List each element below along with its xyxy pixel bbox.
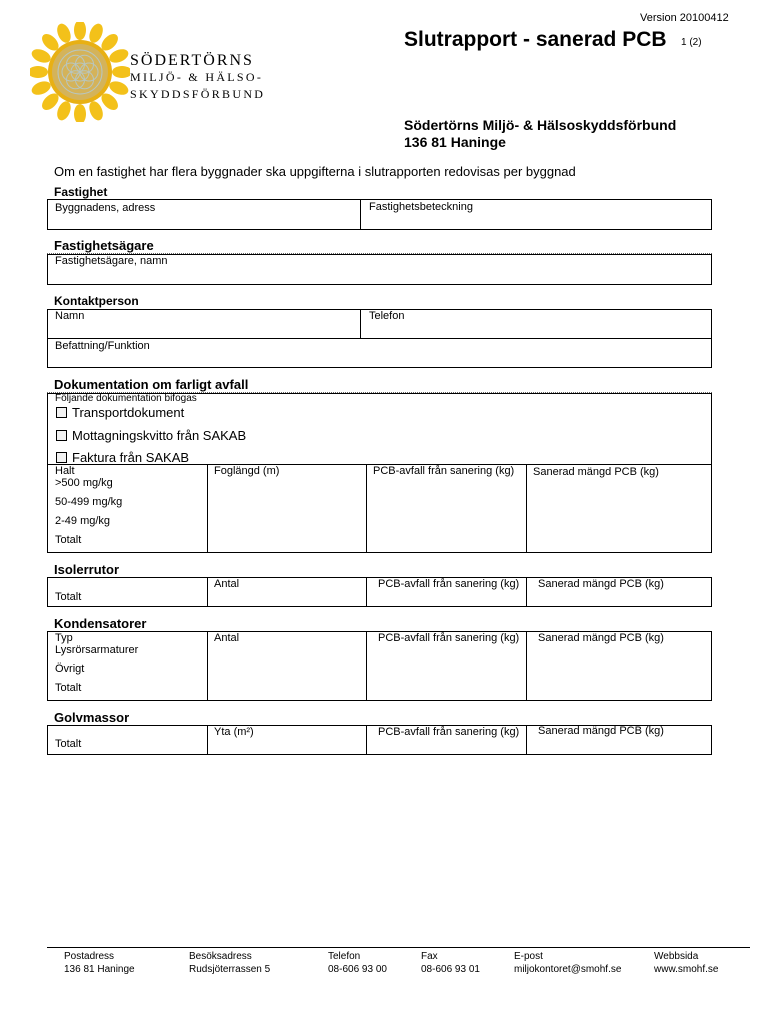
kondensatorer-col-pcb-avfall: PCB-avfall från sanering (kg) (378, 632, 520, 644)
version-label: Version 20100412 (640, 12, 729, 24)
section-kontakt: Kontaktperson (54, 294, 139, 308)
footer-besoksadress (189, 950, 270, 976)
footer-label: Besöksadress (189, 951, 252, 962)
fogar-col-pcb-avfall: PCB-avfall från sanering (kg) (373, 465, 515, 477)
kontakt-befattning-field[interactable]: Befattning/Funktion (55, 340, 150, 352)
checkbox-icon[interactable] (56, 452, 67, 463)
checkbox-label: Transportdokument (72, 405, 185, 420)
logo-text (130, 52, 265, 103)
checkbox-label: Mottagningskvitto från SAKAB (72, 428, 247, 443)
divider (526, 464, 527, 553)
divider (207, 577, 208, 607)
page-title: Slutrapport - sanerad PCB (404, 28, 667, 51)
isolerrutor-col-sanerad: Sanerad mängd PCB (kg) (538, 578, 664, 590)
intro-text: Om en fastighet har flera byggnader ska uppgifterna i slutrapporten redovisas per byggnad (54, 164, 576, 179)
divider (47, 338, 712, 339)
footer-fax (421, 950, 480, 976)
fogar-col-sanerad: Sanerad mängd PCB (kg) (533, 466, 659, 478)
footer-postadress (64, 950, 135, 976)
logo-line-3: SKYDDSFÖRBUND (130, 87, 266, 101)
footer-value[interactable]: miljokontoret@smohf.se (514, 964, 622, 975)
divider (207, 464, 208, 553)
checkbox-faktura[interactable] (56, 450, 189, 465)
divider (366, 577, 367, 607)
footer-divider (47, 947, 750, 948)
section-dokumentation: Dokumentation om farligt avfall (54, 377, 249, 392)
footer-value: Rudsjöterrassen 5 (189, 964, 271, 975)
divider (526, 631, 527, 701)
fogar-row: >500 mg/kg (55, 477, 113, 489)
golvmassor-col-sanerad: Sanerad mängd PCB (kg) (538, 725, 664, 737)
kondensatorer-row: Lysrörsarmaturer (55, 644, 139, 656)
kontakt-telefon-field[interactable]: Telefon (369, 310, 405, 322)
divider (360, 199, 361, 230)
fogar-col-foglangd: Foglängd (m) (214, 465, 280, 477)
checkbox-label: Faktura från SAKAB (72, 450, 190, 465)
organization-name: Södertörns Miljö- & Hälsoskyddsförbund (404, 117, 677, 133)
isolerrutor-col-pcb-avfall: PCB-avfall från sanering (kg) (378, 578, 520, 590)
divider (360, 309, 361, 338)
fogar-col-halt: Halt (55, 465, 75, 477)
footer-value[interactable]: www.smohf.se (654, 964, 719, 975)
sunflower-logo-icon (30, 22, 130, 122)
golvmassor-total: Totalt (55, 738, 82, 750)
fastighet-adress-field[interactable]: Byggnadens, adress (55, 202, 156, 214)
divider (366, 464, 367, 553)
golvmassor-col-pcb-avfall: PCB-avfall från sanering (kg) (378, 726, 520, 738)
divider (526, 577, 527, 607)
footer-label: Fax (421, 951, 438, 962)
kondensatorer-row: Övrigt (55, 663, 85, 675)
footer-value: 08-606 93 01 (421, 964, 480, 975)
divider (366, 725, 367, 755)
fogar-row-total: Totalt (55, 534, 82, 546)
golvmassor-col-yta: Yta (m²) (214, 726, 254, 738)
section-golvmassor: Golvmassor (54, 710, 130, 725)
logo-line-2: MILJÖ- & HÄLSO- (130, 70, 264, 84)
section-kondensatorer: Kondensatorer (54, 616, 147, 631)
isolerrutor-total: Totalt (55, 591, 82, 603)
page-number: 1 (2) (681, 37, 702, 48)
kondensatorer-row-total: Totalt (55, 682, 82, 694)
checkbox-transportdokument[interactable] (56, 405, 184, 420)
checkbox-icon[interactable] (56, 407, 67, 418)
kondensatorer-col-sanerad: Sanerad mängd PCB (kg) (538, 632, 664, 644)
checkbox-icon[interactable] (56, 430, 67, 441)
section-agare: Fastighetsägare (54, 238, 154, 253)
footer-label: Telefon (328, 951, 361, 962)
organization-postal: 136 81 Haninge (404, 134, 506, 150)
kondensatorer-col-antal: Antal (214, 632, 240, 644)
footer-telefon (328, 950, 387, 976)
section-fastighet: Fastighet (54, 185, 108, 199)
footer-webbsida (654, 950, 718, 976)
footer-label: Webbsida (654, 951, 699, 962)
logo-line-1: SÖDERTÖRNS (130, 52, 254, 69)
fogar-row: 2-49 mg/kg (55, 515, 111, 527)
footer-label: E-post (514, 951, 543, 962)
divider (207, 631, 208, 701)
footer-value: 08-606 93 00 (328, 964, 387, 975)
divider (207, 725, 208, 755)
footer-label: Postadress (64, 951, 115, 962)
dokumentation-subtitle: Följande dokumentation bifogas (55, 393, 197, 404)
checkbox-mottagningskvitto[interactable] (56, 428, 246, 443)
footer-value: 136 81 Haninge (64, 964, 135, 975)
footer-epost (514, 950, 621, 976)
fastighet-beteckning-field[interactable]: Fastighetsbeteckning (369, 201, 473, 213)
divider (366, 631, 367, 701)
divider (526, 725, 527, 755)
agare-namn-field[interactable]: Fastighetsägare, namn (55, 255, 168, 267)
kontakt-namn-field[interactable]: Namn (55, 310, 85, 322)
isolerrutor-col-antal: Antal (214, 578, 240, 590)
fogar-row: 50-499 mg/kg (55, 496, 123, 508)
organization-address (404, 117, 676, 151)
kondensatorer-col-typ: Typ (55, 632, 73, 644)
section-isolerrutor: Isolerrutor (54, 562, 120, 577)
